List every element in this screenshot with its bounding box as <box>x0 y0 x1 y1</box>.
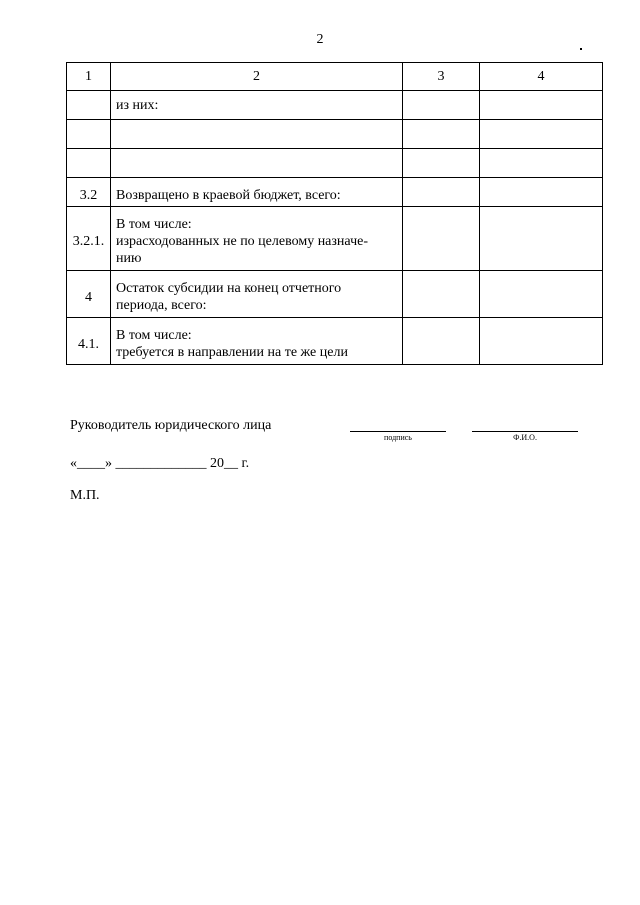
table-row <box>67 120 603 149</box>
row-text: нию <box>116 251 142 266</box>
row-text-block <box>111 207 403 271</box>
signatory-label: Руководитель юридического лица <box>70 418 272 433</box>
row-number <box>67 120 111 149</box>
row-text: Остаток субсидии на конец отчетного <box>116 281 342 296</box>
row-cell-4 <box>480 91 603 120</box>
row-cell-3 <box>403 318 480 365</box>
row-number: 3.2 <box>67 178 111 207</box>
signature-caption: подпись <box>384 433 412 442</box>
row-cell-3 <box>403 120 480 149</box>
scan-dot <box>580 48 582 50</box>
row-cell-3 <box>403 178 480 207</box>
row-cell-4 <box>480 207 603 271</box>
row-text <box>111 120 403 149</box>
row-number: 3.2.1. <box>67 207 111 271</box>
row-cell-3 <box>403 207 480 271</box>
row-text: Возвращено в краевой бюджет, всего: <box>111 178 403 207</box>
header-col-3: 3 <box>403 63 480 91</box>
name-line <box>472 431 578 432</box>
row-cell-4 <box>480 318 603 365</box>
header-col-4: 4 <box>480 63 603 91</box>
row-number: 4 <box>67 271 111 318</box>
table-header-row <box>67 63 603 91</box>
row-text <box>111 149 403 178</box>
row-text: периода, всего: <box>116 298 207 313</box>
row-text: из них: <box>111 91 403 120</box>
table-row <box>67 318 603 365</box>
row-text-block <box>111 318 403 365</box>
stamp-placeholder: М.П. <box>70 488 100 503</box>
row-cell-3 <box>403 271 480 318</box>
row-number <box>67 91 111 120</box>
row-cell-4 <box>480 149 603 178</box>
row-cell-4 <box>480 120 603 149</box>
report-table <box>66 62 603 365</box>
signature-line <box>350 431 446 432</box>
date-line: «____» _____________ 20__ г. <box>70 456 250 471</box>
table-row <box>67 207 603 271</box>
table-row <box>67 178 603 207</box>
row-text: В том числе: <box>116 328 192 343</box>
page-number: 2 <box>316 32 324 47</box>
row-cell-4 <box>480 271 603 318</box>
table-row <box>67 271 603 318</box>
table-row <box>67 149 603 178</box>
header-col-1: 1 <box>67 63 111 91</box>
row-text-block <box>111 271 403 318</box>
name-caption: Ф.И.О. <box>513 433 537 442</box>
row-cell-3 <box>403 149 480 178</box>
row-number: 4.1. <box>67 318 111 365</box>
row-text: В том числе: <box>116 217 192 232</box>
row-text: израсходованных не по целевому назначе- <box>116 234 368 249</box>
row-text: требуется в направлении на те же цели <box>116 345 348 360</box>
header-col-2: 2 <box>111 63 403 91</box>
table-row <box>67 91 603 120</box>
row-cell-3 <box>403 91 480 120</box>
row-number <box>67 149 111 178</box>
row-cell-4 <box>480 178 603 207</box>
